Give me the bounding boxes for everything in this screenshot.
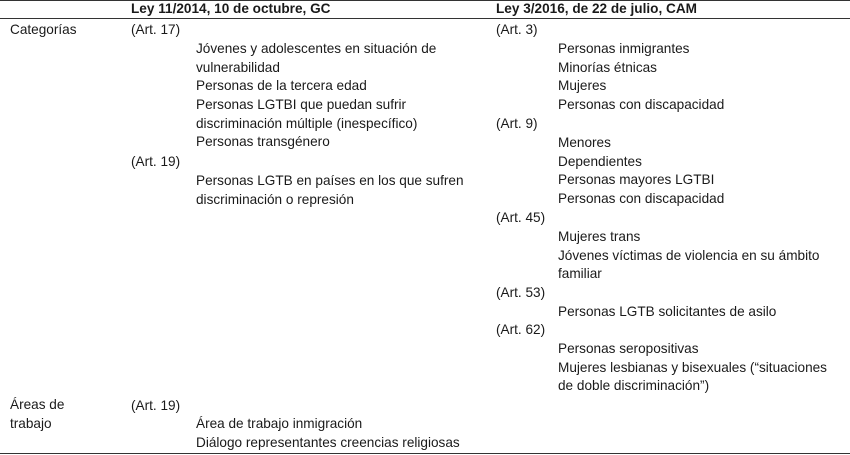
item-list-cam-62	[558, 340, 827, 396]
list-item: Personas LGTB solicitantes de asilo	[558, 304, 777, 319]
article-ref-cam-62: (Art. 62)	[496, 322, 546, 337]
list-item: Personas con discapacidad	[558, 97, 725, 113]
list-item: vulnerabilidad	[196, 59, 280, 75]
row-label-line: Áreas de	[10, 397, 65, 412]
article-ref-gc-17: (Art. 17)	[131, 22, 181, 37]
item-list-cam-45	[558, 228, 819, 284]
list-item: de doble discriminación”)	[558, 378, 710, 394]
article-ref-cam-3: (Art. 3)	[496, 22, 538, 37]
list-item: Personas LGTB en países en los que sufren	[196, 173, 464, 188]
item-list-gc-19	[196, 172, 464, 209]
list-item: Mujeres lesbianas y bisexuales (“situaciones	[558, 359, 827, 375]
list-item: Personas seropositivas	[558, 341, 699, 356]
list-item: discriminación o represión	[196, 191, 354, 207]
list-item: Minorías étnicas	[558, 59, 657, 75]
list-item: Personas mayores LGTBI	[558, 172, 715, 188]
list-item: Mujeres trans	[558, 229, 641, 244]
article-ref-cam-9: (Art. 9)	[496, 116, 538, 131]
list-item: Mujeres	[558, 78, 607, 94]
list-item: Diálogo representantes creencias religiosas	[196, 434, 460, 450]
list-item: Personas con discapacidad	[558, 191, 725, 207]
list-item: Menores	[558, 135, 611, 150]
row-label-categorias: Categorías	[10, 22, 77, 37]
list-item: familiar	[558, 266, 602, 282]
item-list-cam-3	[558, 40, 724, 115]
article-ref-cam-53: (Art. 53)	[496, 285, 546, 300]
item-list-gc-17	[196, 40, 436, 152]
article-ref-gc-19: (Art. 19)	[131, 154, 181, 169]
row-label-areas	[10, 396, 64, 433]
list-item: Personas transgénero	[196, 134, 330, 150]
column-header-gc: Ley 11/2014, 10 de octubre, GC	[131, 1, 331, 16]
article-ref-gc-19-areas: (Art. 19)	[131, 398, 181, 413]
list-item: Área de trabajo inmigración	[196, 416, 363, 431]
item-list-gc-areas	[196, 415, 460, 452]
article-ref-cam-45: (Art. 45)	[496, 210, 546, 225]
table-top-rule	[0, 0, 850, 1]
item-list-cam-9	[558, 134, 724, 209]
table-header-rule	[0, 18, 850, 19]
row-label-line: trabajo	[10, 415, 52, 431]
item-list-cam-53	[558, 303, 776, 322]
list-item: Jóvenes víctimas de violencia en su ámbito	[558, 247, 820, 263]
list-item: discriminación múltiple (inespecífico)	[196, 115, 418, 131]
table-bottom-rule	[0, 453, 850, 454]
column-header-cam: Ley 3/2016, de 22 de julio, CAM	[496, 1, 697, 16]
list-item: Jóvenes y adolescentes en situación de	[196, 41, 437, 56]
list-item: Personas LGTBI que puedan sufrir	[196, 97, 407, 113]
list-item: Personas inmigrantes	[558, 41, 690, 56]
list-item: Dependientes	[558, 153, 642, 169]
list-item: Personas de la tercera edad	[196, 78, 367, 94]
